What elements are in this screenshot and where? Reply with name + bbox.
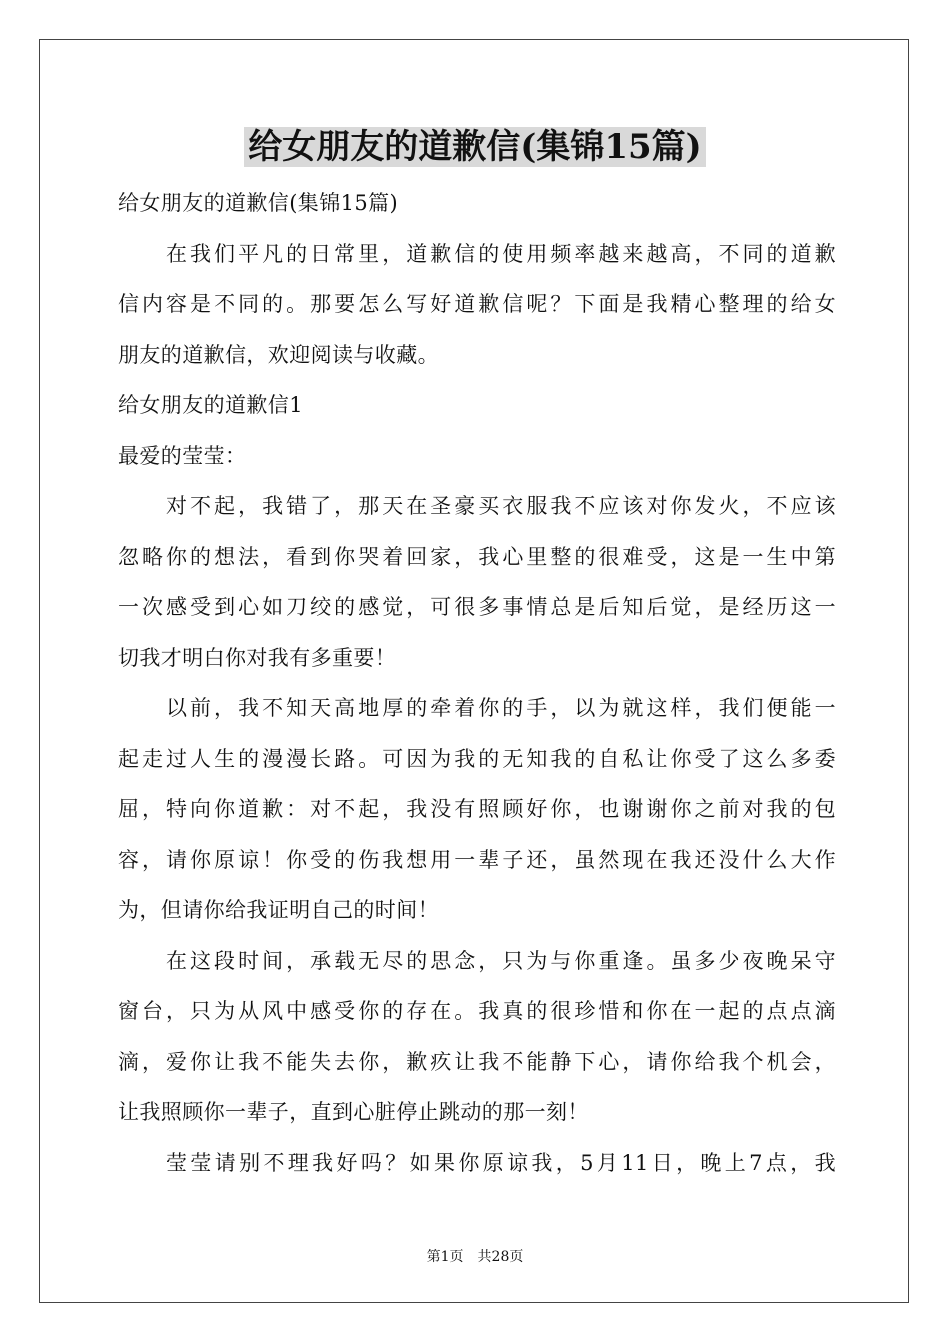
text-line: 莹莹请别不理我好吗？如果你原谅我，5月11日，晚上7点，我 (166, 1150, 836, 1175)
text-line: 屈，特向你道歉：对不起，我没有照顾好你，也谢谢你之前对我的包 (118, 797, 836, 821)
page-footer: 第1页 共28页 (426, 1249, 524, 1265)
text-line: 信内容是不同的。那要怎么写好道歉信呢？下面是我精心整理的给女 (118, 292, 836, 316)
text-line: 让我照顾你一辈子，直到心脏停止跳动的那一刻！ (118, 1100, 589, 1124)
text-line: 在我们平凡的日常里，道歉信的使用频率越来越高，不同的道歉 (166, 241, 836, 266)
text-line: 窗台，只为从风中感受你的存在。我真的很珍惜和你在一起的点点滴 (118, 999, 836, 1023)
text-line: 给女朋友的道歉信(集锦15篇) (118, 191, 399, 215)
document-title (0, 124, 950, 170)
text-line: 朋友的道歉信，欢迎阅读与收藏。 (118, 342, 439, 367)
document-title-text: 给女朋友的道歉信(集锦15篇) (244, 127, 706, 167)
text-line: 容，请你原谅！你受的伤我想用一辈子还，虽然现在我还没什么大作 (118, 847, 836, 872)
text-line: 切我才明白你对我有多重要！ (118, 645, 397, 670)
text-line: 忽略你的想法，看到你哭着回家，我心里整的很难受，这是一生中第 (118, 544, 836, 569)
text-line: 为，但请你给我证明自己的时间！ (118, 898, 439, 922)
document-body (118, 178, 836, 1188)
text-line: 一次感受到心如刀绞的感觉，可很多事情总是后知后觉，是经历这一 (118, 595, 836, 619)
text-line: 起走过人生的漫漫长路。可因为我的无知我的自私让你受了这么多委 (118, 746, 836, 771)
text-line: 对不起，我错了，那天在圣豪买衣服我不应该对你发火，不应该 (166, 494, 836, 518)
text-line: 滴，爱你让我不能失去你，歉疚让我不能静下心，请你给我个机会， (118, 1049, 836, 1074)
text-line: 以前，我不知天高地厚的牵着你的手，以为就这样，我们便能一 (166, 696, 836, 720)
text-line: 最爱的莹莹： (118, 443, 247, 468)
text-line: 给女朋友的道歉信1 (118, 393, 303, 417)
text-line: 在这段时间，承载无尽的思念，只为与你重逢。虽多少夜晚呆守 (166, 948, 836, 973)
